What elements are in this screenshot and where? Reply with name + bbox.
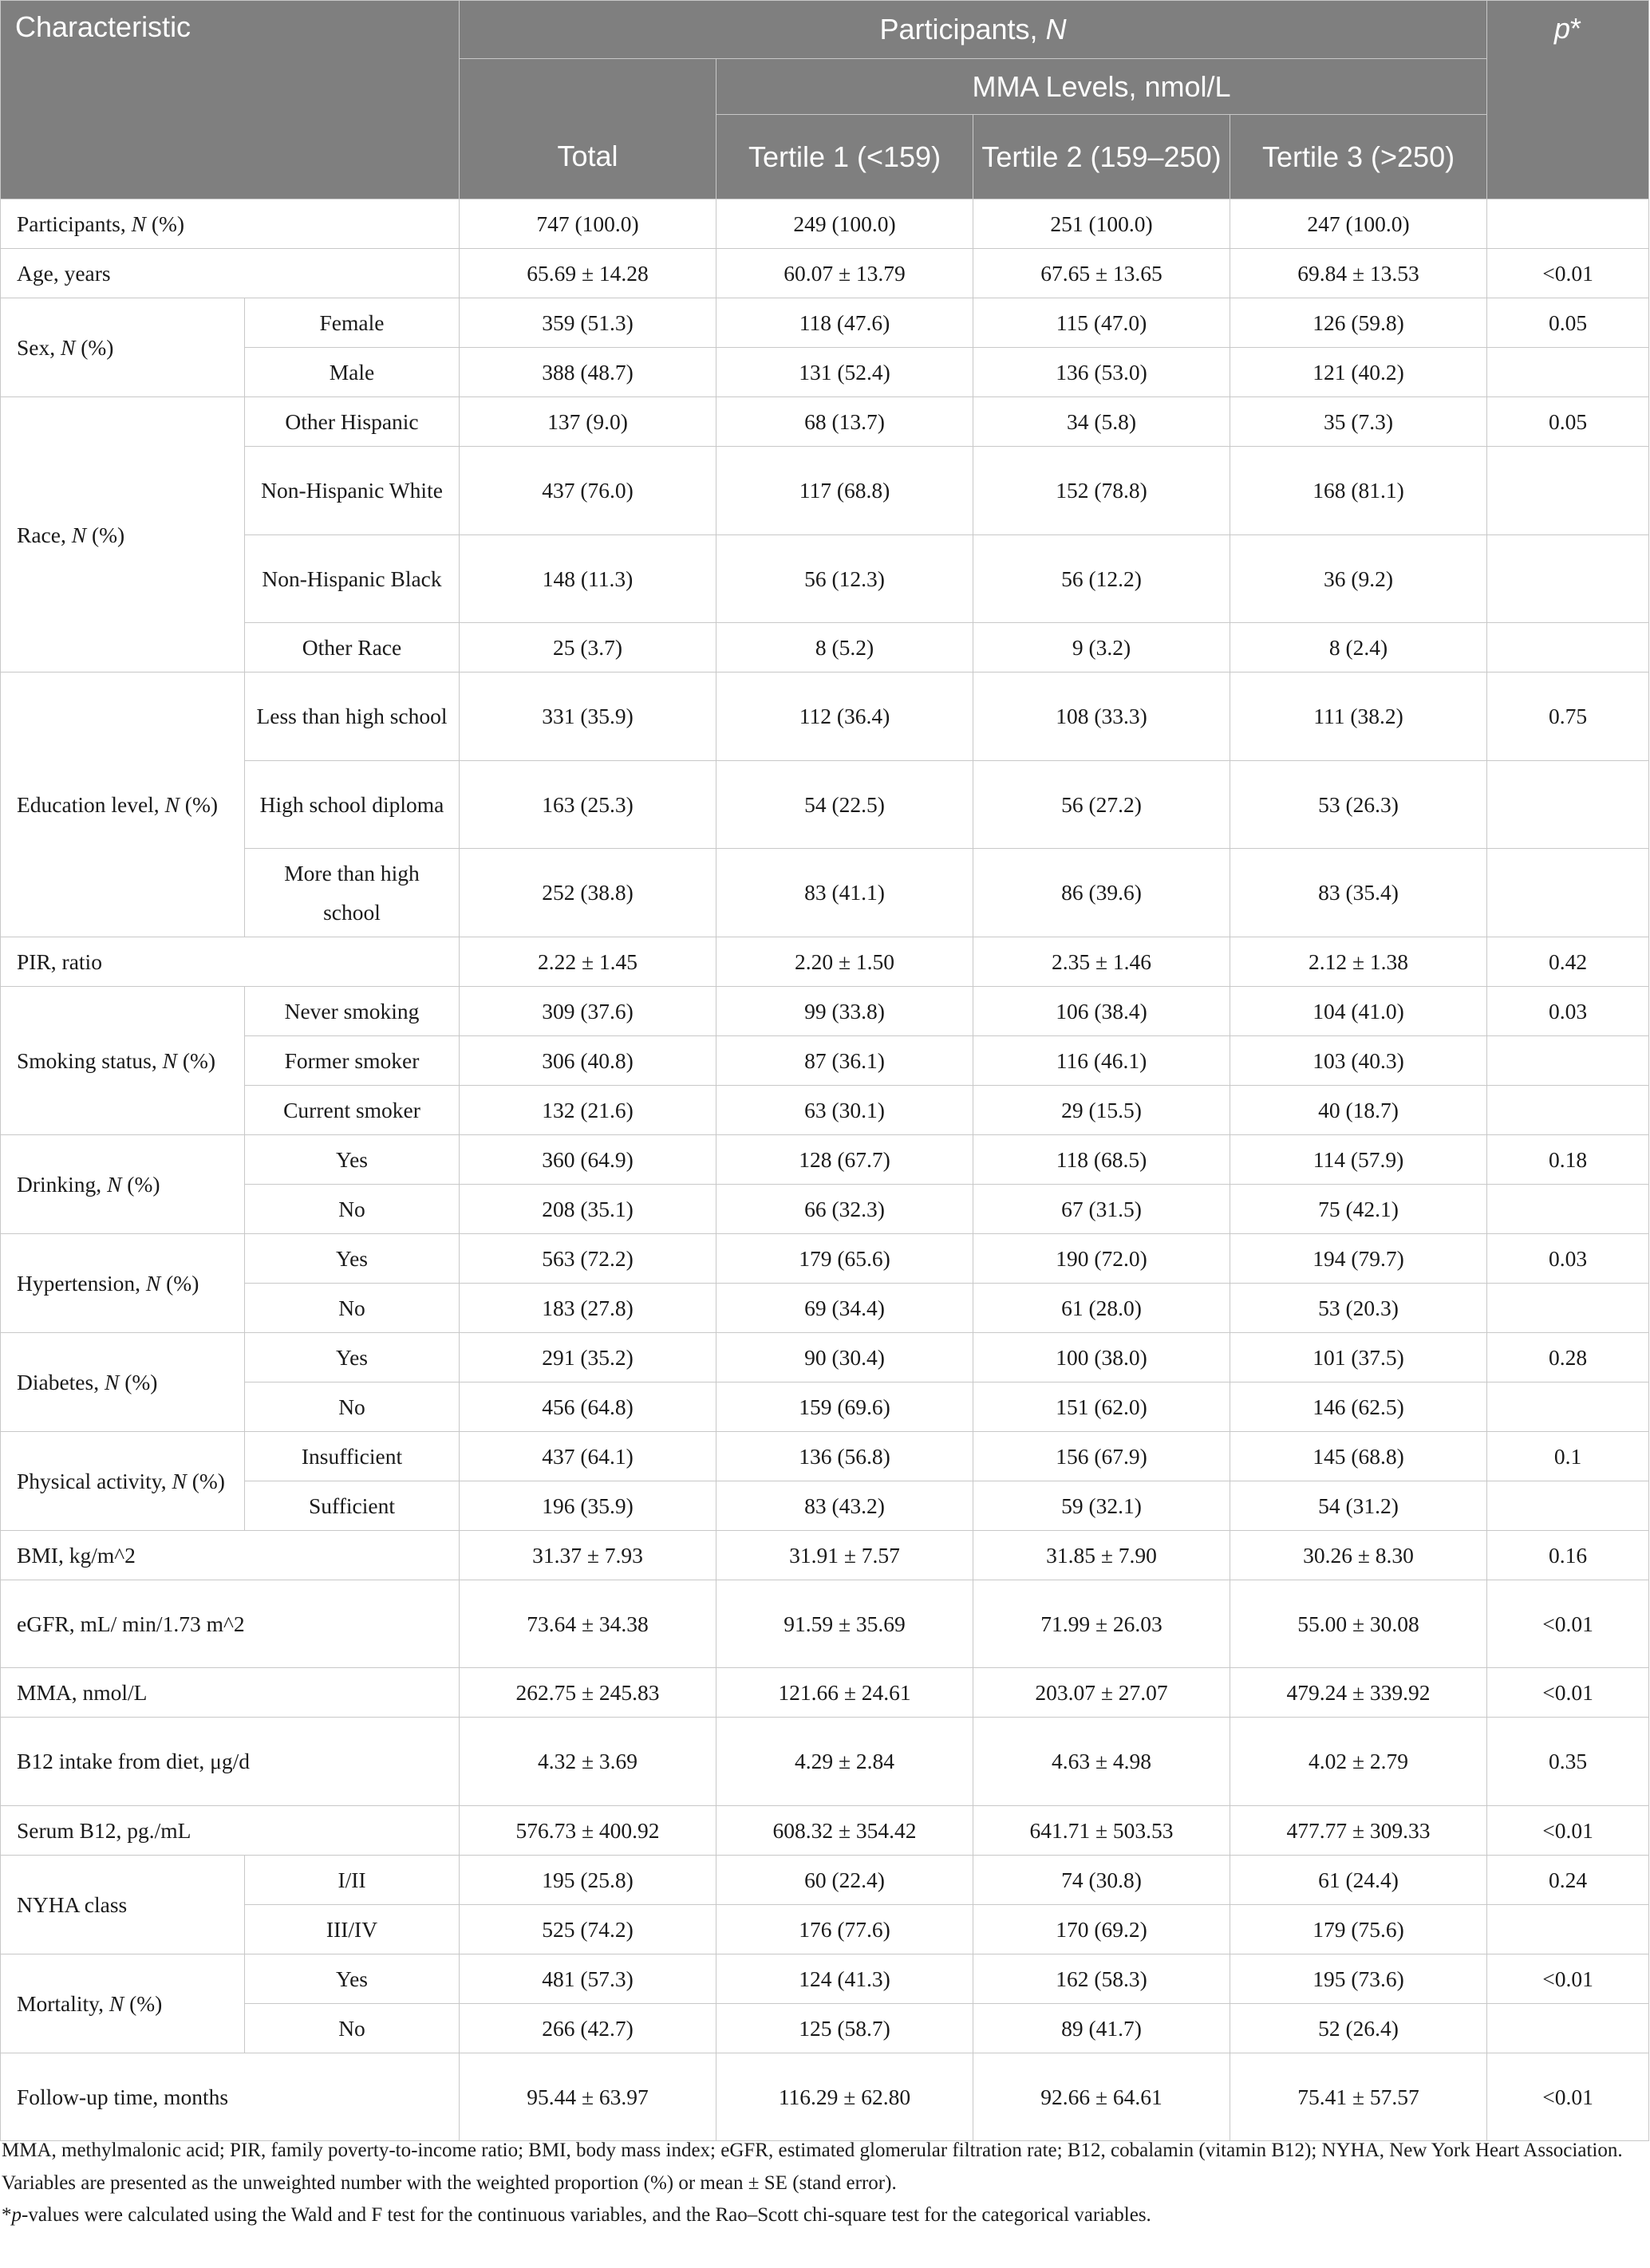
- cell-total: 481 (57.3): [460, 1954, 716, 2003]
- cell-tertile-3: 168 (81.1): [1230, 447, 1487, 535]
- cell-tertile-1: 68 (13.7): [716, 397, 973, 447]
- cell-p-value: [1487, 2003, 1649, 2053]
- row-subcategory: Other Race: [245, 623, 460, 673]
- cell-p-value: 0.1: [1487, 1431, 1649, 1481]
- cell-tertile-2: 152 (78.8): [973, 447, 1230, 535]
- cell-tertile-3: 126 (59.8): [1230, 298, 1487, 348]
- cell-tertile-3: 36 (9.2): [1230, 534, 1487, 623]
- characteristic-label: Participants,: [17, 211, 132, 236]
- table-row: [1, 447, 1649, 535]
- characteristic-label: BMI, kg/m^2: [17, 1542, 136, 1568]
- row-characteristic: [1, 249, 460, 298]
- table-row: [1, 1904, 1649, 1954]
- cell-p-value: <0.01: [1487, 1805, 1649, 1855]
- row-characteristic: [1, 937, 460, 986]
- cell-tertile-1: 118 (47.6): [716, 298, 973, 348]
- row-subcategory: Insufficient: [245, 1431, 460, 1481]
- table-row: [1, 986, 1649, 1035]
- cell-tertile-2: 89 (41.7): [973, 2003, 1230, 2053]
- cell-tertile-1: 2.20 ± 1.50: [716, 937, 973, 986]
- table-row: [1, 397, 1649, 447]
- cell-tertile-2: 190 (72.0): [973, 1233, 1230, 1283]
- cell-tertile-2: 136 (53.0): [973, 348, 1230, 397]
- cell-total: 137 (9.0): [460, 397, 716, 447]
- characteristic-label-suffix: (%): [186, 1468, 225, 1493]
- cell-total: 306 (40.8): [460, 1035, 716, 1085]
- cell-tertile-3: 55.00 ± 30.08: [1230, 1580, 1487, 1668]
- cell-tertile-1: 176 (77.6): [716, 1904, 973, 1954]
- cell-p-value: 0.24: [1487, 1855, 1649, 1904]
- header-tertile-1: Tertile 1 (<159): [716, 115, 973, 199]
- cell-total: 252 (38.8): [460, 849, 716, 937]
- row-subcategory: III/IV: [245, 1904, 460, 1954]
- cell-tertile-3: 54 (31.2): [1230, 1481, 1487, 1530]
- cell-p-value: 0.35: [1487, 1718, 1649, 1806]
- cell-tertile-3: 52 (26.4): [1230, 2003, 1487, 2053]
- characteristic-label-italic: N: [107, 1171, 122, 1197]
- cell-tertile-1: 136 (56.8): [716, 1431, 973, 1481]
- cell-tertile-3: 195 (73.6): [1230, 1954, 1487, 2003]
- cell-total: 576.73 ± 400.92: [460, 1805, 716, 1855]
- cell-tertile-1: 56 (12.3): [716, 534, 973, 623]
- row-characteristic: [1, 1580, 460, 1668]
- cell-tertile-2: 92.66 ± 64.61: [973, 2053, 1230, 2141]
- footnote-presentation: Variables are presented as the unweighted number with the weighted proportion (%) or mean ± SE (stand error).: [2, 2171, 897, 2194]
- cell-tertile-1: 90 (30.4): [716, 1332, 973, 1382]
- table-row: [1, 1134, 1649, 1184]
- characteristic-label: Mortality,: [17, 1990, 109, 2016]
- cell-tertile-1: 60 (22.4): [716, 1855, 973, 1904]
- cell-tertile-2: 151 (62.0): [973, 1382, 1230, 1431]
- row-subcategory: Sufficient: [245, 1481, 460, 1530]
- cell-total: 196 (35.9): [460, 1481, 716, 1530]
- cell-tertile-2: 118 (68.5): [973, 1134, 1230, 1184]
- cell-tertile-3: 83 (35.4): [1230, 849, 1487, 937]
- cell-p-value: <0.01: [1487, 2053, 1649, 2141]
- characteristic-label-suffix: (%): [119, 1369, 158, 1394]
- table-row: [1, 1668, 1649, 1718]
- header-tertile-2: Tertile 2 (159–250): [973, 115, 1230, 199]
- cell-tertile-2: 9 (3.2): [973, 623, 1230, 673]
- cell-p-value: [1487, 1085, 1649, 1134]
- row-characteristic: [1, 986, 245, 1134]
- characteristic-label: NYHA class: [17, 1891, 128, 1917]
- characteristic-label: MMA, nmol/L: [17, 1680, 148, 1705]
- characteristic-label-italic: N: [71, 522, 87, 547]
- row-subcategory: Yes: [245, 1233, 460, 1283]
- cell-p-value: <0.01: [1487, 1580, 1649, 1668]
- cell-tertile-3: 53 (20.3): [1230, 1283, 1487, 1332]
- cell-p-value: <0.01: [1487, 1668, 1649, 1718]
- cell-p-value: 0.75: [1487, 673, 1649, 761]
- table-row: [1, 1184, 1649, 1233]
- cell-tertile-2: 31.85 ± 7.90: [973, 1530, 1230, 1580]
- characteristic-label-suffix: (%): [124, 1990, 163, 2016]
- header-mma-levels: MMA Levels, nmol/L: [716, 59, 1487, 115]
- cell-total: 359 (51.3): [460, 298, 716, 348]
- cell-tertile-1: 116.29 ± 62.80: [716, 2053, 973, 2141]
- cell-total: 208 (35.1): [460, 1184, 716, 1233]
- cell-p-value: 0.18: [1487, 1134, 1649, 1184]
- cell-p-value: [1487, 1904, 1649, 1954]
- cell-tertile-2: 56 (12.2): [973, 534, 1230, 623]
- cell-tertile-2: 59 (32.1): [973, 1481, 1230, 1530]
- row-characteristic: [1, 1233, 245, 1332]
- header-total: [460, 59, 716, 199]
- row-subcategory: Less than high school: [245, 673, 460, 761]
- cell-tertile-3: 2.12 ± 1.38: [1230, 937, 1487, 986]
- cell-tertile-1: 91.59 ± 35.69: [716, 1580, 973, 1668]
- cell-tertile-2: 641.71 ± 503.53: [973, 1805, 1230, 1855]
- table-row: [1, 1530, 1649, 1580]
- cell-tertile-1: 121.66 ± 24.61: [716, 1668, 973, 1718]
- cell-tertile-2: 170 (69.2): [973, 1904, 1230, 1954]
- cell-tertile-3: 35 (7.3): [1230, 397, 1487, 447]
- cell-tertile-1: 124 (41.3): [716, 1954, 973, 2003]
- cell-tertile-2: 56 (27.2): [973, 760, 1230, 849]
- cell-tertile-1: 63 (30.1): [716, 1085, 973, 1134]
- row-subcategory: Current smoker: [245, 1085, 460, 1134]
- characteristic-label-suffix: (%): [179, 791, 219, 817]
- cell-p-value: <0.01: [1487, 1954, 1649, 2003]
- header-tertile-3: Tertile 3 (>250): [1230, 115, 1487, 199]
- row-subcategory: I/II: [245, 1855, 460, 1904]
- characteristic-label: Physical activity,: [17, 1468, 172, 1493]
- row-subcategory: No: [245, 2003, 460, 2053]
- cell-tertile-2: 156 (67.9): [973, 1431, 1230, 1481]
- cell-tertile-2: 74 (30.8): [973, 1855, 1230, 1904]
- characteristic-label: Education level,: [17, 791, 165, 817]
- cell-p-value: 0.42: [1487, 937, 1649, 986]
- cell-total: 291 (35.2): [460, 1332, 716, 1382]
- table-row: [1, 623, 1649, 673]
- cell-total: 65.69 ± 14.28: [460, 249, 716, 298]
- cell-tertile-1: 60.07 ± 13.79: [716, 249, 973, 298]
- cell-total: 331 (35.9): [460, 673, 716, 761]
- row-characteristic: [1, 2053, 460, 2141]
- cell-total: 2.22 ± 1.45: [460, 937, 716, 986]
- cell-tertile-1: 249 (100.0): [716, 199, 973, 249]
- table-row: [1, 249, 1649, 298]
- table-row: [1, 849, 1649, 937]
- cell-tertile-1: 128 (67.7): [716, 1134, 973, 1184]
- cell-total: 266 (42.7): [460, 2003, 716, 2053]
- row-subcategory: Yes: [245, 1954, 460, 2003]
- cell-total: 525 (74.2): [460, 1904, 716, 1954]
- characteristic-label-italic: N: [104, 1369, 120, 1394]
- cell-tertile-2: 115 (47.0): [973, 298, 1230, 348]
- cell-tertile-2: 116 (46.1): [973, 1035, 1230, 1085]
- row-characteristic: [1, 298, 245, 397]
- cell-total: 95.44 ± 63.97: [460, 2053, 716, 2141]
- table-row: [1, 2003, 1649, 2053]
- cell-tertile-3: 61 (24.4): [1230, 1855, 1487, 1904]
- cell-total: 4.32 ± 3.69: [460, 1718, 716, 1806]
- table-row: [1, 1283, 1649, 1332]
- row-subcategory: No: [245, 1283, 460, 1332]
- characteristic-label: Race,: [17, 522, 72, 547]
- cell-tertile-3: 104 (41.0): [1230, 986, 1487, 1035]
- cell-tertile-3: 146 (62.5): [1230, 1382, 1487, 1431]
- row-subcategory: No: [245, 1184, 460, 1233]
- table-row: [1, 1382, 1649, 1431]
- table-row: [1, 1855, 1649, 1904]
- row-subcategory: Female: [245, 298, 460, 348]
- characteristic-label: Follow-up time, months: [17, 2084, 229, 2109]
- cell-p-value: [1487, 447, 1649, 535]
- table-row: [1, 534, 1649, 623]
- row-subcategory: Never smoking: [245, 986, 460, 1035]
- table-row: [1, 673, 1649, 761]
- cell-tertile-1: 54 (22.5): [716, 760, 973, 849]
- cell-tertile-3: 479.24 ± 339.92: [1230, 1668, 1487, 1718]
- row-characteristic: [1, 673, 245, 937]
- cell-tertile-1: 4.29 ± 2.84: [716, 1718, 973, 1806]
- cell-tertile-3: 179 (75.6): [1230, 1904, 1487, 1954]
- cell-tertile-2: 108 (33.3): [973, 673, 1230, 761]
- footnote-abbreviations: MMA, methylmalonic acid; PIR, family poverty-to-income ratio; BMI, body mass index; eGFR, estimated glomerular filtration rate; B12, cobalamin (vitamin B12); NYHA, New York Heart Association.: [2, 2140, 1623, 2161]
- row-subcategory: High school diploma: [245, 760, 460, 849]
- cell-tertile-2: 86 (39.6): [973, 849, 1230, 937]
- table-row: [1, 1233, 1649, 1283]
- cell-tertile-3: 477.77 ± 309.33: [1230, 1805, 1487, 1855]
- table-row: [1, 760, 1649, 849]
- row-characteristic: [1, 1431, 245, 1530]
- cell-tertile-1: 131 (52.4): [716, 348, 973, 397]
- characteristic-label: B12 intake from diet, μg/d: [17, 1749, 250, 1774]
- cell-tertile-3: 111 (38.2): [1230, 673, 1487, 761]
- row-characteristic: [1, 1332, 245, 1431]
- row-subcategory: Yes: [245, 1332, 460, 1382]
- row-subcategory: No: [245, 1382, 460, 1431]
- table-row: [1, 1332, 1649, 1382]
- cell-tertile-2: 67 (31.5): [973, 1184, 1230, 1233]
- cell-tertile-1: 66 (32.3): [716, 1184, 973, 1233]
- cell-tertile-1: 117 (68.8): [716, 447, 973, 535]
- cell-tertile-2: 100 (38.0): [973, 1332, 1230, 1382]
- cell-tertile-3: 69.84 ± 13.53: [1230, 249, 1487, 298]
- cell-tertile-2: 251 (100.0): [973, 199, 1230, 249]
- header-p-value: p*: [1487, 1, 1649, 199]
- table-row: [1, 199, 1649, 249]
- characteristic-label-suffix: (%): [160, 1270, 199, 1296]
- cell-p-value: [1487, 1481, 1649, 1530]
- cell-p-value: [1487, 1184, 1649, 1233]
- cell-total: 132 (21.6): [460, 1085, 716, 1134]
- cell-p-value: 0.03: [1487, 1233, 1649, 1283]
- cell-tertile-2: 203.07 ± 27.07: [973, 1668, 1230, 1718]
- characteristic-label-italic: N: [131, 211, 146, 236]
- row-characteristic: [1, 1718, 460, 1806]
- cell-p-value: [1487, 1035, 1649, 1085]
- cell-tertile-2: 29 (15.5): [973, 1085, 1230, 1134]
- cell-tertile-2: 2.35 ± 1.46: [973, 937, 1230, 986]
- characteristic-label-italic: N: [145, 1270, 161, 1296]
- cell-tertile-1: 83 (43.2): [716, 1481, 973, 1530]
- cell-tertile-1: 125 (58.7): [716, 2003, 973, 2053]
- footnote-pvalue: *p-values were calculated using the Wald and F test for the continuous variables, and the Rao–Scott chi-square test for the categorical variables.: [2, 2204, 1151, 2226]
- characteristic-label-italic: N: [109, 1990, 124, 2016]
- cell-tertile-3: 53 (26.3): [1230, 760, 1487, 849]
- characteristic-label: eGFR, mL/ min/1.73 m^2: [17, 1611, 245, 1636]
- cell-total: 183 (27.8): [460, 1283, 716, 1332]
- characteristic-label-suffix: (%): [176, 1047, 216, 1073]
- table-row: [1, 348, 1649, 397]
- cell-p-value: [1487, 199, 1649, 249]
- characteristic-label: Smoking status,: [17, 1047, 163, 1073]
- header-participants: Participants, N: [460, 1, 1487, 59]
- cell-tertile-3: 194 (79.7): [1230, 1233, 1487, 1283]
- cell-tertile-3: 40 (18.7): [1230, 1085, 1487, 1134]
- cell-p-value: [1487, 760, 1649, 849]
- table-row: [1, 1035, 1649, 1085]
- row-characteristic: [1, 1855, 245, 1954]
- cell-total: 437 (76.0): [460, 447, 716, 535]
- row-subcategory: Male: [245, 348, 460, 397]
- cell-p-value: [1487, 1283, 1649, 1332]
- cell-tertile-3: 121 (40.2): [1230, 348, 1487, 397]
- characteristic-label-italic: N: [164, 791, 180, 817]
- row-characteristic: [1, 199, 460, 249]
- table-body: [1, 199, 1649, 2141]
- cell-total: 25 (3.7): [460, 623, 716, 673]
- cell-tertile-1: 99 (33.8): [716, 986, 973, 1035]
- row-subcategory: Other Hispanic: [245, 397, 460, 447]
- cell-p-value: [1487, 623, 1649, 673]
- characteristic-label-suffix: (%): [86, 522, 125, 547]
- characteristic-label-italic: N: [162, 1047, 177, 1073]
- characteristic-label-italic: N: [172, 1468, 187, 1493]
- table-row: [1, 2053, 1649, 2141]
- cell-tertile-3: 30.26 ± 8.30: [1230, 1530, 1487, 1580]
- characteristic-label: Serum B12, pg./mL: [17, 1817, 191, 1843]
- cell-total: 262.75 ± 245.83: [460, 1668, 716, 1718]
- characteristic-label: Diabetes,: [17, 1369, 105, 1394]
- cell-p-value: 0.16: [1487, 1530, 1649, 1580]
- cell-tertile-3: 103 (40.3): [1230, 1035, 1487, 1085]
- cell-tertile-3: 8 (2.4): [1230, 623, 1487, 673]
- cell-tertile-2: 162 (58.3): [973, 1954, 1230, 2003]
- cell-total: 437 (64.1): [460, 1431, 716, 1481]
- cell-tertile-3: 247 (100.0): [1230, 199, 1487, 249]
- row-subcategory: Non-Hispanic Black: [245, 534, 460, 623]
- cell-tertile-1: 87 (36.1): [716, 1035, 973, 1085]
- cell-tertile-2: 71.99 ± 26.03: [973, 1580, 1230, 1668]
- cell-p-value: 0.05: [1487, 298, 1649, 348]
- cell-total: 360 (64.9): [460, 1134, 716, 1184]
- row-characteristic: [1, 1530, 460, 1580]
- cell-p-value: [1487, 348, 1649, 397]
- cell-tertile-3: 75 (42.1): [1230, 1184, 1487, 1233]
- cell-p-value: [1487, 1382, 1649, 1431]
- header-characteristic: Characteristic: [1, 1, 460, 199]
- cell-total: 31.37 ± 7.93: [460, 1530, 716, 1580]
- row-subcategory: Former smoker: [245, 1035, 460, 1085]
- cell-p-value: 0.28: [1487, 1332, 1649, 1382]
- table-footnotes: [0, 2135, 1648, 2232]
- table-row: [1, 1954, 1649, 2003]
- row-subcategory: Yes: [245, 1134, 460, 1184]
- cell-tertile-3: 145 (68.8): [1230, 1431, 1487, 1481]
- cell-p-value: [1487, 534, 1649, 623]
- table-row: [1, 1580, 1649, 1668]
- table-header: [1, 1, 1649, 199]
- table-row: [1, 1805, 1649, 1855]
- cell-tertile-1: 112 (36.4): [716, 673, 973, 761]
- cell-tertile-2: 61 (28.0): [973, 1283, 1230, 1332]
- table-row: [1, 298, 1649, 348]
- characteristic-label: Drinking,: [17, 1171, 108, 1197]
- cell-tertile-2: 4.63 ± 4.98: [973, 1718, 1230, 1806]
- table-row: [1, 1431, 1649, 1481]
- characteristic-label-italic: N: [61, 335, 76, 360]
- row-characteristic: [1, 397, 245, 673]
- row-characteristic: [1, 1954, 245, 2053]
- characteristic-label-suffix: (%): [121, 1171, 160, 1197]
- cell-total: 563 (72.2): [460, 1233, 716, 1283]
- cell-total: 747 (100.0): [460, 199, 716, 249]
- row-characteristic: [1, 1134, 245, 1233]
- cell-tertile-1: 8 (5.2): [716, 623, 973, 673]
- cell-p-value: [1487, 849, 1649, 937]
- table-row: [1, 1085, 1649, 1134]
- cell-tertile-1: 31.91 ± 7.57: [716, 1530, 973, 1580]
- cell-total: 309 (37.6): [460, 986, 716, 1035]
- cell-tertile-3: 114 (57.9): [1230, 1134, 1487, 1184]
- characteristic-label: PIR, ratio: [17, 949, 102, 974]
- cell-total: 388 (48.7): [460, 348, 716, 397]
- table-row: [1, 937, 1649, 986]
- table-row: [1, 1481, 1649, 1530]
- cell-tertile-1: 159 (69.6): [716, 1382, 973, 1431]
- header-total-label: Total: [557, 140, 618, 172]
- cell-total: 148 (11.3): [460, 534, 716, 623]
- characteristic-label: Age, years: [17, 261, 111, 286]
- row-characteristic: [1, 1668, 460, 1718]
- row-subcategory: More than high school: [245, 849, 460, 937]
- cell-tertile-1: 69 (34.4): [716, 1283, 973, 1332]
- characteristic-label-suffix: (%): [75, 335, 114, 360]
- cell-p-value: <0.01: [1487, 249, 1649, 298]
- characteristic-label-suffix: (%): [145, 211, 185, 236]
- cell-tertile-3: 101 (37.5): [1230, 1332, 1487, 1382]
- cell-total: 163 (25.3): [460, 760, 716, 849]
- cell-tertile-3: 4.02 ± 2.79: [1230, 1718, 1487, 1806]
- characteristic-label: Sex,: [17, 335, 61, 360]
- cell-tertile-2: 34 (5.8): [973, 397, 1230, 447]
- cell-tertile-2: 67.65 ± 13.65: [973, 249, 1230, 298]
- cell-tertile-1: 83 (41.1): [716, 849, 973, 937]
- cell-total: 73.64 ± 34.38: [460, 1580, 716, 1668]
- cell-tertile-1: 179 (65.6): [716, 1233, 973, 1283]
- characteristic-label: Hypertension,: [17, 1270, 146, 1296]
- cell-p-value: 0.03: [1487, 986, 1649, 1035]
- cell-tertile-3: 75.41 ± 57.57: [1230, 2053, 1487, 2141]
- row-characteristic: [1, 1805, 460, 1855]
- row-subcategory: Non-Hispanic White: [245, 447, 460, 535]
- cell-total: 195 (25.8): [460, 1855, 716, 1904]
- table-row: [1, 1718, 1649, 1806]
- cell-p-value: 0.05: [1487, 397, 1649, 447]
- cell-tertile-1: 608.32 ± 354.42: [716, 1805, 973, 1855]
- cell-tertile-2: 106 (38.4): [973, 986, 1230, 1035]
- cell-total: 456 (64.8): [460, 1382, 716, 1431]
